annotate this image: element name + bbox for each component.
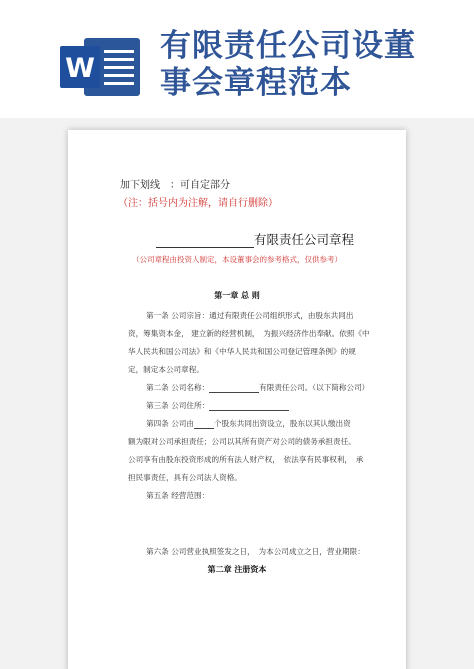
article-4-line-1: [146, 418, 474, 429]
article-5: 第五条 经营范围：: [146, 491, 210, 500]
chapter-2-heading: 第二章 注册资本: [207, 564, 267, 574]
note-underline: 加下划线 ：可自定部分: [120, 180, 230, 191]
note-brackets: （注：括号内为注解，请自行删除）: [118, 198, 278, 209]
article-3-blank: [209, 402, 289, 411]
banner-title: [160, 28, 460, 102]
document-title-text: 有限责任公司章程: [254, 232, 355, 247]
article-2-label: 第二条 公司名称：: [146, 383, 210, 392]
article-4-line-2: 额为限对公司承担责任；公司以其所有资产对公司的债务承担责任。: [128, 437, 356, 446]
article-4-line-4: 担民事责任，具有公司法人资格。: [128, 473, 242, 482]
article-1-line-4: 定，制定本公司章程。: [128, 365, 204, 374]
article-1-line-1: 第一条 公司宗旨：通过有限责任公司组织形式，由股东共同出: [146, 311, 354, 320]
article-3: [146, 400, 474, 411]
title-blank-underline: [156, 236, 254, 248]
article-3-label: 第三条 公司住所：: [146, 401, 210, 410]
article-4-blank: [194, 420, 214, 429]
banner-title-line1: 有限责任公司设董: [160, 28, 416, 64]
document-page: [68, 130, 406, 669]
article-4-label: 第四条 公司由: [146, 419, 194, 428]
article-6: 第六条 公司营业执照签发之日， 为本公司成立之日，营业期限：: [146, 547, 365, 556]
word-doc-icon: [58, 34, 144, 100]
article-1-line-3: 华人民共和国公司法》和《中华人民共和国公司登记管理条例》的规: [128, 347, 356, 356]
banner: [0, 0, 474, 118]
article-2: [146, 382, 474, 393]
article-1-line-2: 资，筹集资本金， 建立新的经营机制， 为振兴经济作出奉献。依照《中: [128, 329, 370, 338]
article-2-rest: 有限责任公司。（以下简称公司）: [259, 383, 370, 392]
document-preview-area: [0, 118, 474, 669]
article-4-rest: 个股东共同出资设立，股东以其认缴出资: [213, 419, 351, 428]
banner-title-line2: 事会章程范本: [160, 65, 352, 101]
document-title: [68, 230, 406, 248]
chapter-1-heading: 第一章 总 则: [214, 290, 260, 300]
word-icon-letter: W: [65, 53, 95, 84]
article-4-line-3: 公司享有由股东投资形成的所有法人财产权， 依法享有民事权利， 承: [128, 455, 364, 464]
document-subtitle: （公司章程由投资人制定，本设董事会的参考格式，仅供参考）: [132, 255, 342, 264]
article-2-blank: [209, 384, 259, 393]
